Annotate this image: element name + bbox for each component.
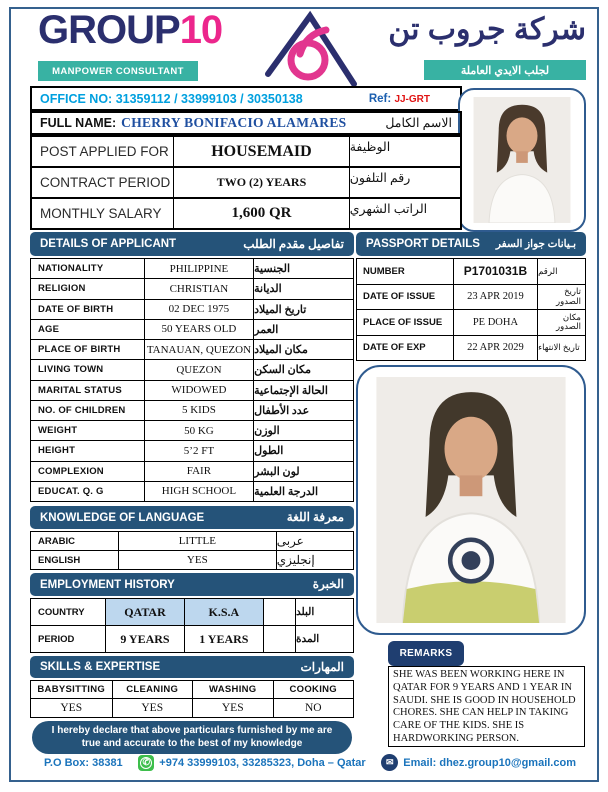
logo-subtitle-banner <box>38 61 198 81</box>
employment-table <box>30 598 354 653</box>
table-row <box>31 461 353 481</box>
passport-number: P1701031B <box>453 259 537 284</box>
country-cell: K.S.A <box>184 599 263 625</box>
applicant-photo-full <box>356 365 586 635</box>
field-value: TANAUAN, QUEZON <box>144 340 253 359</box>
field-label-arabic: الحالة الإجتماعية <box>253 381 353 400</box>
remarks-text: SHE WAS BEEN WORKING HERE IN QATAR FOR 9 YEARS AND 1 YEAR IN SAUDI. SHE IS GOOD IN HOUSEHOLD CHORES. SHE CAN HELP IN TAKING CARE OF THE KIDS. SHE IS HARDWORKING PERSON. <box>388 666 585 747</box>
skill-value: YES <box>192 699 273 717</box>
section-title: DETAILS OF APPLICANT <box>40 238 177 250</box>
field-value: 50 YEARS OLD <box>144 320 253 339</box>
field-label-arabic: تاريخ الميلاد <box>253 300 353 319</box>
field-label: DATE OF EXP <box>363 342 426 354</box>
reference <box>369 93 430 105</box>
field-label: DATE OF ISSUE <box>363 291 436 303</box>
phone-numbers: +974 33999103, 33285323, Doha – Qatar <box>159 756 366 769</box>
field-value: TWO (2) YEARS <box>173 168 348 197</box>
empty-cell <box>263 626 295 652</box>
field-value: YES <box>118 551 276 569</box>
field-label: AGE <box>38 323 60 335</box>
field-label-arabic: العمر <box>253 320 353 339</box>
language-table <box>30 531 354 570</box>
table-row <box>31 319 353 339</box>
field-label-arabic: تاريخ الانتهاء <box>537 336 585 361</box>
logo-number: 10 <box>179 8 223 52</box>
table-row <box>357 284 585 310</box>
skill-value: YES <box>60 702 83 714</box>
field-label-arabic: الوزن <box>253 421 353 440</box>
field-label-arabic: لون البشر <box>253 462 353 481</box>
field-value: FAIR <box>144 462 253 481</box>
table-row <box>31 550 353 569</box>
whatsapp-icon: ✆ <box>138 755 154 771</box>
field-label-arabic: رقم التلفون <box>349 168 460 197</box>
field-value: 50 KG <box>144 421 253 440</box>
table-row <box>357 309 585 335</box>
table-row <box>31 339 353 359</box>
pobox: P.O Box: 38381 <box>44 756 123 769</box>
field-value: CHRISTIAN <box>144 279 253 298</box>
table-row <box>32 137 460 166</box>
company-subtitle-banner <box>424 60 586 80</box>
details-table <box>30 258 354 502</box>
field-label-arabic: الرقم <box>537 259 585 284</box>
field-label: NUMBER <box>363 265 405 277</box>
field-value: 23 APR 2019 <box>453 285 537 310</box>
field-value: 22 APR 2029 <box>453 336 537 361</box>
section-title-arabic: تفاصيل مقدم الطلب <box>243 236 344 251</box>
table-row <box>31 440 353 460</box>
field-label-arabic: إنجليزي <box>276 551 353 569</box>
skill-header: CLEANING <box>112 681 193 698</box>
field-label-arabic: مكان الميلاد <box>253 340 353 359</box>
section-title-arabic: معرفة اللغة <box>286 510 344 524</box>
field-value: HOUSEMAID <box>173 137 348 166</box>
field-value: 02 DEC 1975 <box>144 300 253 319</box>
company-subtitle-arabic: لجلب الايدي العاملة <box>460 64 550 77</box>
field-label-arabic: البلد <box>295 599 353 625</box>
field-value: PHILIPPINE <box>144 259 253 278</box>
table-row <box>31 359 353 379</box>
remarks-header: REMARKS <box>388 641 464 666</box>
field-label-arabic: الديانة <box>253 279 353 298</box>
logo-text: GROUP <box>38 8 180 52</box>
section-title-arabic: بـيانات جواز السفر <box>495 239 576 250</box>
skill-header: WASHING <box>192 681 273 698</box>
skills-table <box>30 680 354 718</box>
field-label: DATE OF BIRTH <box>38 303 114 315</box>
field-label: NATIONALITY <box>38 263 104 275</box>
field-value: HIGH SCHOOL <box>144 482 253 501</box>
skill-header: COOKING <box>273 681 354 698</box>
group10-logo <box>38 8 222 52</box>
phone-group <box>138 755 365 771</box>
field-label: NO. OF CHILDREN <box>38 404 126 416</box>
table-row <box>31 259 353 278</box>
field-label: HEIGHT <box>38 445 76 457</box>
field-value: LITTLE <box>118 532 276 550</box>
company-name-arabic: شركة جروب تن <box>388 13 586 46</box>
table-row <box>31 278 353 298</box>
table-row <box>32 197 460 228</box>
details-section-header <box>30 232 354 256</box>
field-label-arabic: عربى <box>276 532 353 550</box>
field-label-arabic: الجنسية <box>253 259 353 278</box>
field-label: WEIGHT <box>38 425 78 437</box>
field-label-arabic: تاريخ الصدور <box>537 285 585 310</box>
section-title: PASSPORT DETAILS <box>366 238 480 250</box>
field-value: PE DOHA <box>453 310 537 335</box>
field-value: WIDOWED <box>144 381 253 400</box>
full-name-value: CHERRY BONIFACIO ALAMARES <box>121 115 347 130</box>
skill-value: NO <box>273 699 354 717</box>
language-section-header <box>30 506 354 529</box>
logo-subtitle: MANPOWER CONSULTANT <box>52 65 184 77</box>
field-label: ARABIC <box>38 535 75 547</box>
applicant-photo-headshot <box>458 88 586 232</box>
table-row <box>31 420 353 440</box>
field-label-arabic: مكان الصدور <box>537 310 585 335</box>
field-value: 1,600 QR <box>173 199 348 228</box>
field-label: MONTHLY SALARY <box>40 206 162 221</box>
full-name-label: FULL NAME: <box>40 116 117 130</box>
field-label: COMPLEXION <box>38 465 104 477</box>
field-label: ENGLISH <box>38 554 81 566</box>
declaration-statement: I hereby declare that above particulars furnished by me are true and accurate to the best of my knowledge <box>32 721 352 754</box>
field-label-arabic: المدة <box>295 626 353 652</box>
table-row <box>31 625 353 652</box>
skills-header-row <box>31 681 353 698</box>
field-label: PERIOD <box>38 633 75 645</box>
field-label: RELIGION <box>38 283 86 295</box>
table-row <box>32 166 460 197</box>
passport-section-header <box>356 232 586 256</box>
email-group <box>381 754 576 771</box>
table-row <box>31 599 353 625</box>
field-label-arabic: الطول <box>253 441 353 460</box>
company-logo-icon <box>258 8 362 88</box>
email-icon: ✉ <box>381 754 398 771</box>
skills-section-header <box>30 656 354 678</box>
field-label-arabic: الوظيفة <box>349 137 460 166</box>
full-name-label-arabic: الاسم الكامل <box>385 116 452 130</box>
field-label-arabic: الدرجة العلمية <box>253 482 353 501</box>
field-label-arabic: عدد الأطفال <box>253 401 353 420</box>
empty-cell <box>263 599 295 625</box>
period-cell: 9 YEARS <box>105 626 184 652</box>
table-row <box>31 481 353 501</box>
section-title: SKILLS & EXPERTISE <box>40 661 161 673</box>
section-title-arabic: المهارات <box>300 659 344 674</box>
skill-value: YES <box>112 699 193 717</box>
field-label-arabic: مكان السكن <box>253 360 353 379</box>
full-name-row <box>30 111 462 135</box>
ref-value: JJ-GRT <box>394 93 430 105</box>
section-title-arabic: الخبرة <box>312 577 344 591</box>
field-label: MARITAL STATUS <box>38 384 122 396</box>
table-row <box>357 259 585 284</box>
field-label: CONTRACT PERIOD <box>40 175 171 190</box>
field-value: 5 KIDS <box>144 401 253 420</box>
table-row <box>357 335 585 361</box>
table-row <box>31 532 353 550</box>
section-title: EMPLOYMENT HISTORY <box>40 578 175 591</box>
field-label: EDUCAT. Q. G <box>38 485 104 497</box>
field-label: PLACE OF BIRTH <box>38 344 121 356</box>
section-title: KNOWLEDGE OF LANGUAGE <box>40 511 205 524</box>
office-number-box <box>30 86 462 111</box>
period-cell: 1 YEARS <box>184 626 263 652</box>
skills-value-row <box>31 698 353 717</box>
field-value: 5’2 FT <box>144 441 253 460</box>
table-row <box>31 299 353 319</box>
skill-header: BABYSITTING <box>37 684 106 695</box>
field-value: QUEZON <box>144 360 253 379</box>
passport-table <box>356 258 586 361</box>
ref-label: Ref: <box>368 92 392 105</box>
field-label: LIVING TOWN <box>38 364 104 376</box>
email-address: Email: dhez.group10@gmail.com <box>403 756 576 769</box>
table-row <box>31 400 353 420</box>
table-row <box>31 380 353 400</box>
country-cell: QATAR <box>105 599 184 625</box>
footer <box>30 754 586 771</box>
office-number: OFFICE NO: 31359112 / 33999103 / 30350138 <box>40 91 303 106</box>
employment-section-header <box>30 573 354 596</box>
field-label: COUNTRY <box>38 606 85 618</box>
field-label-arabic: الراتب الشهري <box>349 199 460 228</box>
field-label: PLACE OF ISSUE <box>363 316 443 328</box>
field-label: POST APPLIED FOR <box>40 144 169 159</box>
identity-table <box>30 135 462 230</box>
